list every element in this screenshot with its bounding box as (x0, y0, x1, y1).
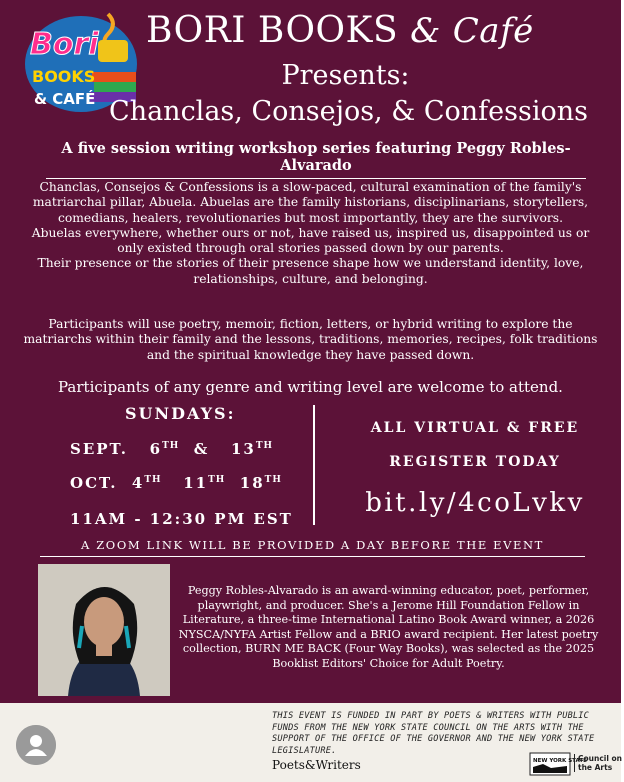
schedule-sept (70, 440, 273, 458)
oct-suffix-1: TH (144, 475, 162, 485)
new-york-state-mark-icon (530, 753, 587, 775)
poets-writers-logo: Poets&Writers (272, 758, 361, 772)
oct-month: OCT. (70, 474, 118, 492)
zoom-note: A ZOOM LINK WILL BE PROVIDED A DAY BEFORE THE EVENT (40, 538, 585, 557)
author-photo (38, 564, 170, 696)
description-text (20, 180, 601, 287)
description-line-3: Their presence or the stories of their presence shape how we understand identity, love, relationships, culture, and belonging. (37, 256, 584, 286)
registration-link[interactable]: bit.ly/4coLvkv (365, 488, 585, 518)
sept-suffix-1: TH (162, 441, 180, 451)
sept-day-1: 6 (149, 440, 163, 458)
oct-suffix-3: TH (264, 475, 282, 485)
funding-statement: THIS EVENT IS FUNDED IN PART BY POETS & WRITERS WITH PUBLIC FUNDS FROM THE NEW YORK STATE COUNCIL ON THE ARTS WITH THE SUPPORT OF THE OFFICE OF THE GOVERNOR AND THE NEW YORK STATE LEGISLATURE. (272, 711, 595, 756)
sept-suffix-2: TH (255, 441, 274, 451)
sept-month: SEPT. (70, 440, 128, 458)
schedule-divider (313, 405, 315, 525)
event-title: Chanclas, Consejos, & Confessions (109, 96, 588, 127)
logo-text-bori: Bori (30, 27, 99, 62)
logo-text-books: BOOKS (32, 67, 96, 86)
virtual-free-text: ALL VIRTUAL & FREE (370, 420, 580, 436)
description-line-2: Abuelas everywhere, whether ours or not, have raised us, inspired us, disappointed us or only existed through oral stories passed down by our parents. (31, 225, 590, 256)
author-bio: Peggy Robles-Alvarado is an award-winning educator, poet, performer, playwright, and producer. She's a Jerome Hill Foundation Fellow in Literature, a three-time International Latino Book Award winner, a 2026 NYSCA/NYFA Artist Fellow and a BRIO award recipient. Her latest poetry collection, BURN ME BACK (Four Way Books), was selected as the 2025 Booklist Editors' Choice for Adult Poetry. (178, 584, 599, 670)
oct-suffix-2: TH (208, 475, 226, 485)
logo-text-cafe: & CAFÉ (34, 90, 96, 108)
participants-text: Participants will use poetry, memoir, fiction, letters, or hybrid writing to explore the matriarchs within their family and the lessons, traditions, memories, recipes, folk traditions and the spiritual knowledge they have passed down. (23, 317, 598, 362)
sept-amp: & (193, 440, 210, 458)
oct-day-3: 18 (239, 474, 265, 492)
schedule-heading: SUNDAYS: (125, 404, 236, 423)
schedule-time: 11AM - 12:30 PM EST (70, 510, 293, 528)
ny-mark-text: NEW YORK STATE (533, 758, 587, 764)
description-line-1: Chanclas, Consejos & Confessions is a slow-paced, cultural examination of the family's matriarchal pillar, Abuela. Abuelas are the family historians, disciplinarians, storytellers, comedians, healers, revolutionaries but most importantly, they are the survivors. (32, 180, 589, 225)
nysca-logo (530, 751, 623, 777)
register-today-text: REGISTER TODAY (389, 454, 561, 470)
funding-footer (0, 703, 621, 782)
oct-day-1: 4 (131, 474, 145, 492)
brand-heading (146, 10, 616, 51)
welcome-text: Participants of any genre and writing level are welcome to attend. (58, 378, 563, 396)
council-on-arts-text: Council on the Arts (574, 754, 624, 772)
brand-cafe: Café (452, 11, 534, 51)
sept-day-2: 13 (230, 440, 256, 458)
user-avatar-icon[interactable] (16, 725, 56, 765)
schedule-oct (70, 474, 282, 492)
event-subtitle: A five session writing workshop series featuring Peggy Robles-Alvarado (46, 140, 586, 179)
presents-heading: Presents: (281, 60, 410, 91)
brand-ampersand: & (410, 11, 441, 51)
brand-name: BORI BOOKS (146, 10, 399, 51)
oct-day-2: 11 (183, 474, 209, 492)
